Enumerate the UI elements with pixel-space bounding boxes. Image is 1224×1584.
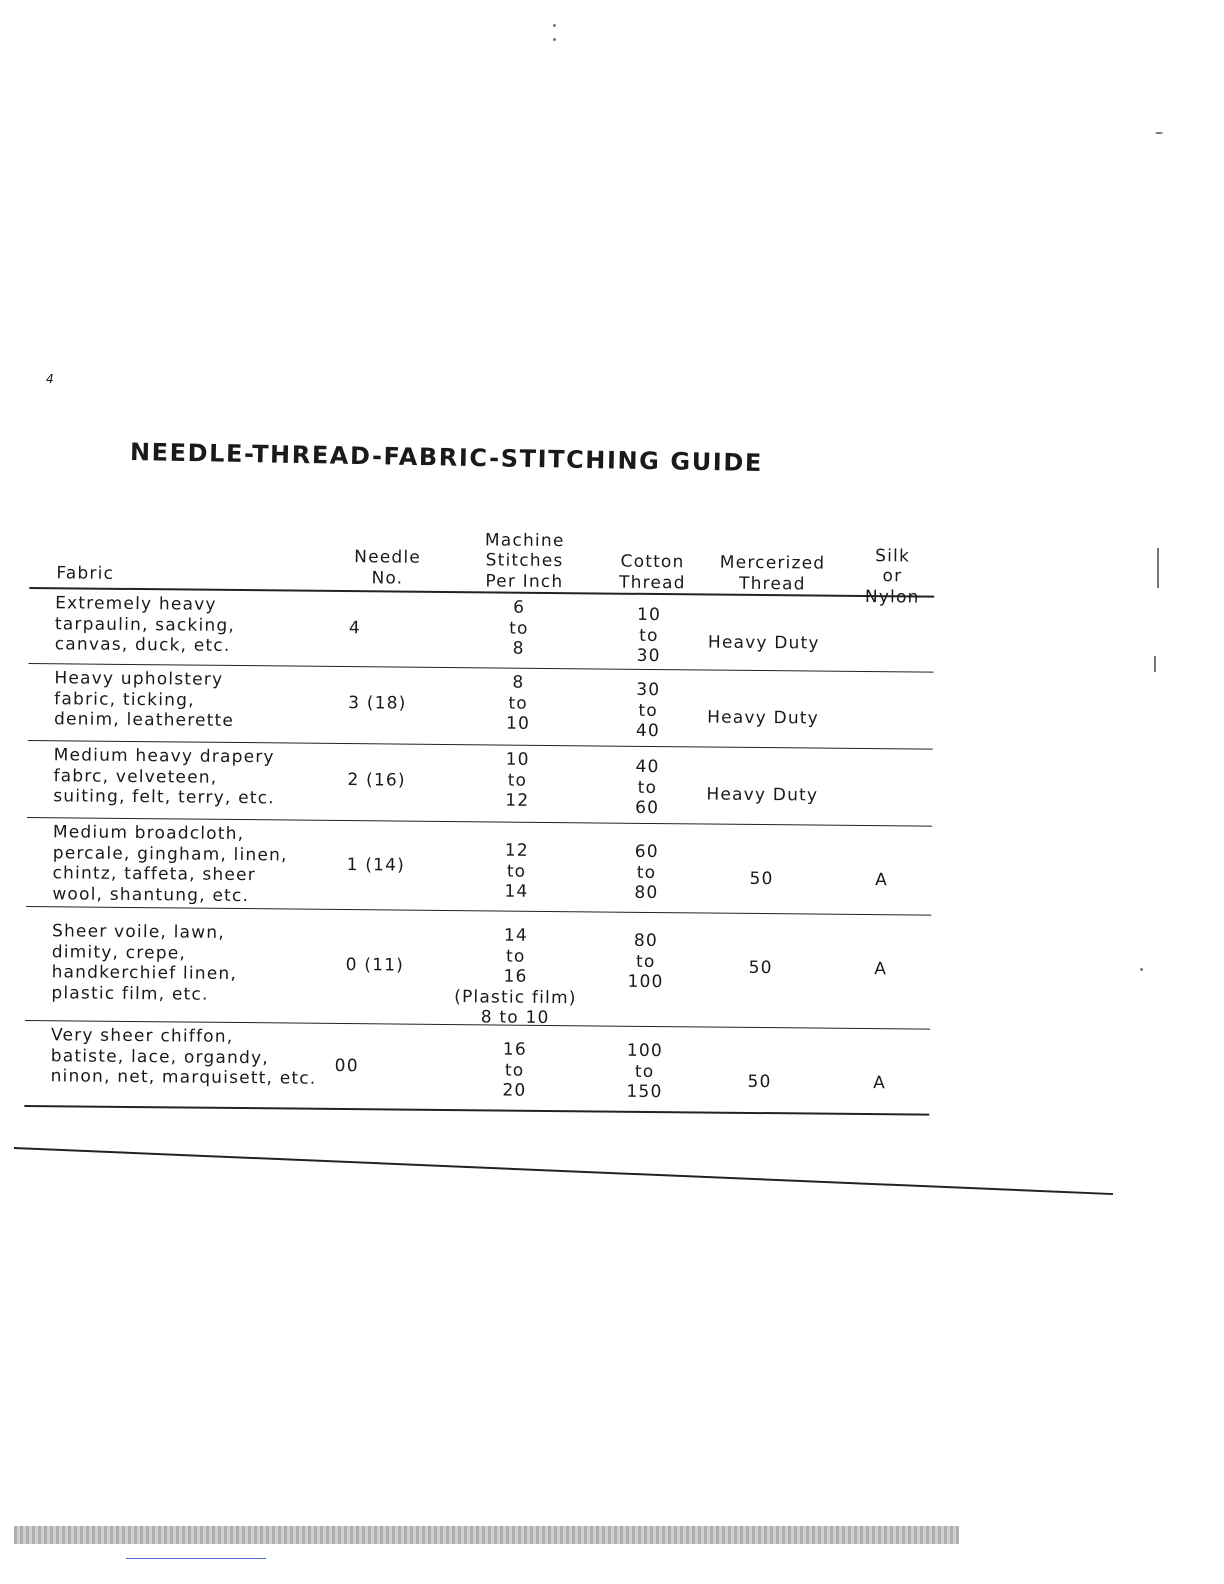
fabric-line: fabrc, velveteen, xyxy=(53,765,218,788)
stitches-line: to xyxy=(508,693,529,714)
table-row xyxy=(29,589,935,673)
mercerized-cell: Heavy Duty xyxy=(707,632,820,654)
stitches-cell xyxy=(421,840,612,903)
scan-speck xyxy=(1154,656,1156,672)
fabric-line: Sheer voile, lawn, xyxy=(51,921,225,943)
fabric-line: tarpaulin, sacking, xyxy=(54,613,236,636)
stitches-line: to xyxy=(506,861,527,882)
cotton-line: to xyxy=(636,862,657,883)
page-bottom-line xyxy=(126,1558,266,1559)
header-stitches-line: Per Inch xyxy=(485,570,564,592)
cotton-line: 30 xyxy=(636,645,661,667)
table-row xyxy=(24,1021,930,1116)
fabric-line: chintz, taffeta, sheer xyxy=(52,863,257,886)
stitches-line: 16 xyxy=(503,966,528,987)
header-stitches-line: Machine xyxy=(484,529,565,551)
stitches-line: to xyxy=(507,770,528,791)
needle-cell: 3 (18) xyxy=(348,693,407,714)
cotton-cell xyxy=(604,605,695,667)
fabric-line: Medium broadcloth, xyxy=(52,822,245,845)
fabric-line: dimity, crepe, xyxy=(51,941,187,964)
needle-cell: 4 xyxy=(348,618,362,639)
stitches-line: (Plastic film) xyxy=(454,986,577,1008)
stitches-line: 8 to 10 xyxy=(480,1007,550,1029)
cotton-line: to xyxy=(639,625,659,646)
fabric-line: suiting, felt, terry, etc. xyxy=(53,786,275,809)
silk-cell xyxy=(849,634,919,635)
silk-cell: A xyxy=(873,1073,887,1094)
fabric-cell xyxy=(51,1025,317,1089)
cotton-cell xyxy=(600,931,691,993)
scan-speck xyxy=(553,38,556,41)
stitches-line: 10 xyxy=(505,713,531,734)
cotton-cell xyxy=(601,842,692,904)
stitches-line: 20 xyxy=(502,1080,527,1101)
fabric-line: Heavy upholstery xyxy=(54,668,224,690)
fabric-line: batiste, lace, organdy, xyxy=(50,1045,269,1068)
cotton-line: 40 xyxy=(635,720,661,742)
stitches-line: to xyxy=(509,618,529,639)
fabric-cell xyxy=(55,593,236,656)
header-needle xyxy=(347,547,427,589)
stitches-line: 12 xyxy=(504,840,529,861)
stitches-cell xyxy=(419,1039,610,1102)
fabric-line: Medium heavy drapery xyxy=(53,745,275,768)
header-mercerized-thread xyxy=(712,553,832,595)
cotton-cell xyxy=(603,680,694,742)
fabric-cell xyxy=(51,921,237,1005)
header-silk-line: Nylon xyxy=(864,586,920,608)
mercerized-cell: 50 xyxy=(749,868,774,890)
header-cotton-line: Thread xyxy=(618,572,686,593)
header-needle-line: Needle xyxy=(354,547,422,568)
needle-cell: 0 (11) xyxy=(345,955,405,976)
fabric-line: percale, gingham, linen, xyxy=(52,842,288,865)
cotton-line: 30 xyxy=(636,679,661,701)
stitches-line: 8 xyxy=(512,638,525,659)
fabric-line: Very sheer chiffon, xyxy=(50,1025,234,1047)
stitches-line: to xyxy=(505,946,526,967)
header-silk-line: Silk xyxy=(875,545,911,566)
fabric-line: denim, leatherette xyxy=(53,709,235,731)
page-divider xyxy=(14,1147,1113,1195)
header-mercerized-line: Thread xyxy=(738,573,806,594)
mercerized-cell: 50 xyxy=(747,1071,772,1093)
table-row xyxy=(28,664,934,750)
header-cotton-thread xyxy=(607,552,697,594)
stitches-cell xyxy=(422,749,613,812)
fabric-line: Extremely heavy xyxy=(55,593,217,615)
cotton-line: 40 xyxy=(635,756,660,778)
cotton-line: to xyxy=(634,1061,655,1082)
cotton-line: to xyxy=(637,777,658,798)
silk-cell xyxy=(847,786,917,787)
silk-cell: A xyxy=(875,870,889,891)
header-stitches-line: Stitches xyxy=(485,550,564,572)
stitches-cell xyxy=(424,597,615,660)
stitches-cell xyxy=(423,672,614,735)
mercerized-cell: 50 xyxy=(748,957,773,979)
header-cotton-line: Cotton xyxy=(620,551,685,573)
cotton-line: 60 xyxy=(634,841,659,863)
stitches-line: to xyxy=(504,1060,525,1081)
header-mercerized-line: Mercerized xyxy=(719,552,826,574)
scan-edge-band xyxy=(14,1526,959,1544)
scan-speck xyxy=(1155,132,1163,134)
cotton-line: 100 xyxy=(626,1040,664,1062)
stitches-line: 14 xyxy=(503,925,529,946)
mercerized-cell: Heavy Duty xyxy=(707,707,820,729)
stitches-line: 12 xyxy=(505,790,530,811)
stitches-line: 6 xyxy=(513,597,526,618)
stitches-line: 16 xyxy=(502,1039,528,1060)
header-needle-line: No. xyxy=(371,567,404,589)
scan-speck xyxy=(1140,968,1143,971)
cotton-line: 100 xyxy=(627,971,664,993)
silk-cell: A xyxy=(874,959,888,980)
cotton-line: 10 xyxy=(636,604,662,626)
fabric-line: ninon, net, marquisett, etc. xyxy=(50,1066,317,1089)
cotton-line: to xyxy=(635,951,656,972)
needle-cell: 2 (16) xyxy=(347,770,406,791)
stitches-line: 10 xyxy=(505,749,530,770)
fabric-cell xyxy=(54,668,235,731)
needle-cell: 1 (14) xyxy=(346,855,406,876)
cotton-line: to xyxy=(638,700,658,721)
fabric-line: plastic film, etc. xyxy=(51,982,209,1005)
cotton-line: 60 xyxy=(635,797,660,819)
fabric-line: wool, shantung, etc. xyxy=(52,883,250,906)
fabric-cell xyxy=(53,745,275,809)
fabric-cell xyxy=(52,822,288,906)
page-number: 4 xyxy=(46,372,54,386)
fabric-line: canvas, duck, etc. xyxy=(54,634,231,656)
page-title: NEEDLE-THREAD-FABRIC-STITCHING GUIDE xyxy=(129,438,764,478)
scan-speck xyxy=(1157,548,1159,588)
cotton-cell xyxy=(602,757,693,819)
fabric-line: handkerchief linen, xyxy=(51,962,238,985)
stitches-line: 8 xyxy=(512,672,525,693)
silk-cell xyxy=(848,709,918,710)
header-fabric xyxy=(56,563,114,584)
cotton-cell xyxy=(599,1040,690,1102)
header-silk-line: or xyxy=(882,566,903,587)
table-row xyxy=(27,741,933,827)
scan-speck xyxy=(553,24,556,27)
header-fabric-line: Fabric xyxy=(56,562,115,584)
mercerized-cell: Heavy Duty xyxy=(706,784,819,806)
cotton-line: 150 xyxy=(626,1081,663,1103)
table-row xyxy=(25,907,931,1030)
stitching-guide-table xyxy=(24,515,935,1116)
header-stitches xyxy=(469,530,580,593)
cotton-line: 80 xyxy=(634,882,659,904)
needle-cell: 00 xyxy=(334,1055,359,1077)
stitches-line: 14 xyxy=(504,881,529,902)
cotton-line: 80 xyxy=(633,930,659,952)
fabric-line: fabric, ticking, xyxy=(54,688,195,711)
table-row xyxy=(26,818,932,916)
stitches-cell xyxy=(420,925,611,1029)
